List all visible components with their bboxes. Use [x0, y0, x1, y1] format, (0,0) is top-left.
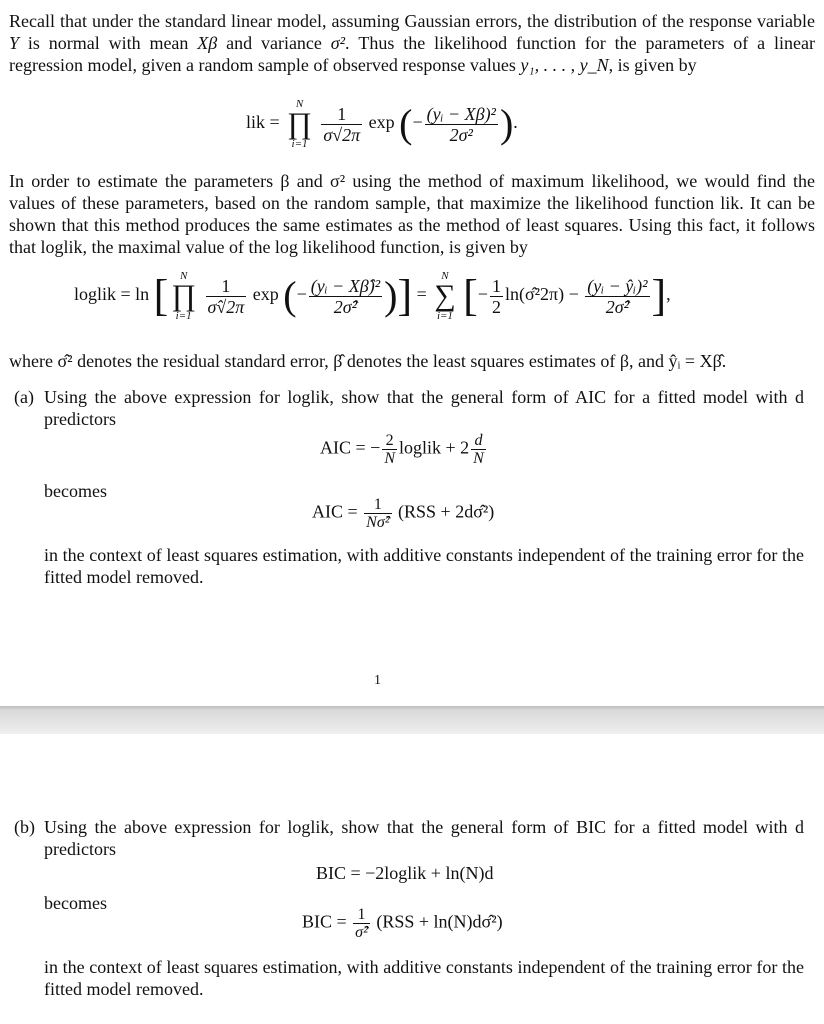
- part-a: [14, 386, 804, 430]
- where-line: where σ̂² denotes the residual standard error, β̂ denotes the least squares estimates of β, and ŷᵢ = Xβ̂.: [9, 351, 727, 371]
- prod-upper: N: [295, 98, 304, 110]
- eq-lik-exp: exp: [368, 112, 395, 133]
- equation-bic-result: [302, 906, 503, 941]
- eq-loglik-frac-den: σ̂√2π: [207, 296, 245, 317]
- intro-text-1: Recall that under the standard linear model, assuming Gaussian errors, the distribution of the response variable: [9, 11, 815, 31]
- eq-lik-lhs: lik =: [246, 112, 280, 133]
- eq-loglik-exp: exp: [252, 284, 279, 305]
- eq-loglik-lhs: loglik = ln: [74, 284, 150, 305]
- sum-symbol: N ∑ i=1: [434, 270, 456, 322]
- product-symbol-2: N ∏ i=1: [171, 270, 197, 322]
- eq-loglik-equals: =: [416, 284, 427, 305]
- aic-f1-num: 2: [382, 432, 397, 450]
- aic-result-num: 1: [364, 496, 391, 514]
- aic-result-fraction: [364, 496, 391, 531]
- eq-loglik-inner-num: (yᵢ − Xβ̂)²: [310, 275, 381, 296]
- prod2-lower: i=1: [175, 310, 192, 322]
- equation-aic-result: [312, 496, 494, 531]
- becomes-b: becomes: [44, 893, 107, 913]
- aic-result-den: Nσ̂²: [366, 514, 390, 531]
- aic-frac-d-over-n: [471, 432, 486, 467]
- page-number: 1: [374, 673, 381, 688]
- eq-lik-inner-den: 2σ²: [449, 124, 473, 145]
- page-2: [0, 734, 824, 1024]
- aic-general-lhs: AIC = −: [320, 437, 381, 458]
- sq-den: 2σ̂²: [605, 296, 630, 317]
- equation-likelihood: lik = N ∏ i=1 $\frac{1}{\sigma√2\pi}$ exp (− $\frac{\text{(yᵢ − Xβ)²}}{\text{2σ²}}$ ).: [246, 98, 518, 150]
- prod-lower: i=1: [291, 138, 308, 150]
- equation-loglik: loglik = ln [ N ∏ i=1 $\frac{1}{\sigmâ√2\pi}$ exp (− $\frac{\text{(yᵢ − Xβ̂)²}}{\text{2σ̂²}}$ )] = N ∑ i=1 [− $\frac{1}{2}$ ln(σ̂²2π) − $\frac{\text{(yᵢ − ŷᵢ)²}}{\text{2σ̂²}}$ ],: [74, 270, 671, 322]
- part-a-prompt: Using the above expression for loglik, show that the general form of AIC for a fitted model with d predictors: [44, 387, 804, 429]
- aic-result-rhs: (RSS + 2dσ̂²): [398, 501, 495, 522]
- intro-paragraph: [9, 10, 815, 76]
- eq-loglik-frac-num: 1: [206, 276, 247, 297]
- half-den: 2: [491, 296, 501, 317]
- equation-bic-general: BIC = −2loglik + ln(N)d: [316, 863, 494, 883]
- intro-sample: y₁, . . . , y_N: [520, 55, 609, 75]
- half-num: 1: [491, 275, 501, 296]
- sum-upper: N: [441, 270, 449, 282]
- eq-loglik-fraction: [206, 276, 247, 317]
- intro-text-3: and variance: [217, 33, 331, 53]
- bic-result-lhs: BIC =: [302, 911, 347, 932]
- eq-lik-inner-fraction: [425, 104, 498, 145]
- intro-variance: σ²: [330, 33, 346, 53]
- part-b-closing-text: in the context of least squares estimation, with additive constants independent of the training error for the fitted model removed.: [44, 957, 804, 999]
- aic-frac-2-over-n: [382, 432, 397, 467]
- intro-text-4: . Thus the likelihood function for the parameters of a linear regression model, given a random sample of observed response values: [9, 33, 815, 75]
- aic-general-mid: loglik + 2: [398, 437, 470, 458]
- intro-var-y: Y: [9, 33, 20, 53]
- bic-result-rhs: (RSS + ln(N)dσ̂²): [376, 911, 503, 932]
- eq-loglik-inner-den: 2σ̂²: [333, 296, 358, 317]
- prod2-upper: N: [179, 270, 188, 282]
- bic-result-den: σ̂²: [355, 924, 368, 941]
- intro-mean: Xβ: [197, 33, 218, 53]
- eq-lik-inner-num: (yᵢ − Xβ)²: [426, 103, 496, 124]
- intro-text-5: , is given by: [608, 55, 697, 75]
- aic-f2-num: d: [471, 432, 486, 450]
- aic-result-lhs: AIC =: [312, 501, 358, 522]
- sum-lower: i=1: [436, 310, 453, 322]
- part-a-closing: [44, 544, 804, 588]
- part-b-prompt: Using the above expression for loglik, show that the general form of BIC for a fitted model with d predictors: [44, 817, 804, 859]
- page-separator: [0, 706, 824, 734]
- aic-f2-den: N: [473, 450, 484, 467]
- eq-lik-frac-den: σ√2π: [323, 124, 361, 145]
- equation-aic-general: [320, 432, 488, 467]
- becomes-a: becomes: [44, 481, 107, 501]
- method-paragraph: In order to estimate the parameters β and σ² using the method of maximum likelihood, we would find the values of these parameters, based on the random sample, that maximize the likelihood function lik. It can be shown that this method produces the same estimates as the method of least squares. Using this fact, it follows that loglik, the maximal value of the log likelihood function, is given by: [9, 171, 815, 257]
- part-b-label: (b): [14, 817, 35, 837]
- aic-f1-den: N: [384, 450, 395, 467]
- bic-result-num: 1: [353, 906, 370, 924]
- eq-lik-frac-num: 1: [321, 104, 362, 125]
- bic-result-fraction: [353, 906, 370, 941]
- eq-loglik-inner-fraction: [309, 276, 382, 317]
- part-a-closing-text: in the context of least squares estimation, with additive constants independent of the training error for the fitted model removed.: [44, 545, 804, 587]
- part-b: [14, 816, 804, 860]
- product-symbol: N ∏ i=1: [287, 98, 312, 150]
- sq-num: (yᵢ − ŷᵢ)²: [587, 275, 648, 296]
- intro-text-2: is normal with mean: [19, 33, 198, 53]
- part-b-closing: [44, 956, 804, 1000]
- eq-lik-fraction: [321, 104, 362, 145]
- part-a-label: (a): [14, 387, 34, 407]
- eq-loglik-half: [490, 276, 503, 317]
- eq-loglik-ln-term: ln(σ̂²2π) −: [504, 284, 579, 305]
- eq-loglik-sq-fraction: [585, 276, 649, 317]
- eq-lik-period: .: [513, 112, 518, 133]
- eq-loglik-comma: ,: [666, 284, 671, 305]
